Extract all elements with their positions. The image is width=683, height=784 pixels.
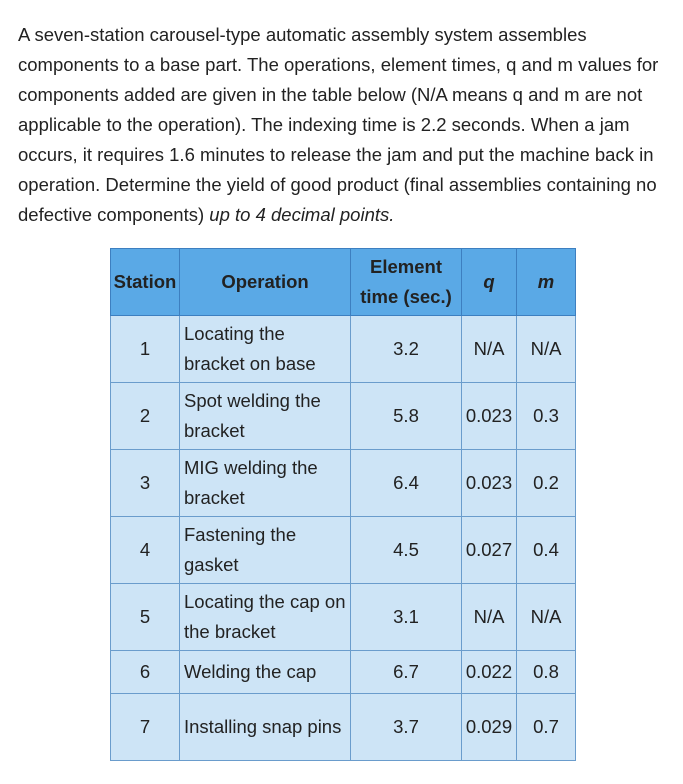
operation-cell: Locating the cap on the bracket: [180, 584, 351, 651]
m-cell: 0.7: [517, 694, 576, 761]
station-cell: 3: [111, 450, 180, 517]
table-row: [111, 584, 576, 651]
operation-cell: Spot welding the bracket: [180, 383, 351, 450]
operation-cell: Installing snap pins: [180, 694, 351, 761]
q-cell: 0.022: [462, 651, 517, 694]
m-cell: N/A: [517, 316, 576, 383]
table-row: [111, 450, 576, 517]
time-cell: 4.5: [351, 517, 462, 584]
m-cell: 0.8: [517, 651, 576, 694]
time-cell: 5.8: [351, 383, 462, 450]
station-cell: 4: [111, 517, 180, 584]
m-cell: 0.4: [517, 517, 576, 584]
operation-cell: Welding the cap: [180, 651, 351, 694]
station-cell: 5: [111, 584, 180, 651]
header-station: Station: [111, 249, 180, 316]
table-row: [111, 316, 576, 383]
header-element-time: Element time (sec.): [351, 249, 462, 316]
time-cell: 6.7: [351, 651, 462, 694]
time-cell: 3.1: [351, 584, 462, 651]
operation-cell: Locating the bracket on base: [180, 316, 351, 383]
header-m: m: [517, 249, 576, 316]
time-cell: 6.4: [351, 450, 462, 517]
time-cell: 3.7: [351, 694, 462, 761]
q-cell: 0.029: [462, 694, 517, 761]
table-header-row: [111, 249, 576, 316]
operation-cell: Fastening the gasket: [180, 517, 351, 584]
operation-cell: MIG welding the bracket: [180, 450, 351, 517]
operations-table-container: [110, 248, 576, 761]
m-cell: N/A: [517, 584, 576, 651]
problem-statement: [18, 20, 670, 230]
q-cell: N/A: [462, 316, 517, 383]
table-row: [111, 694, 576, 761]
q-cell: N/A: [462, 584, 517, 651]
problem-text: A seven-station carousel-type automatic assembly system assembles components to a base part. The operations, element times, q and m values for components added are given in the table below (N/A means q and m are not applicable to the operation). The indexing time is 2.2 seconds. When a jam occurs, it requires 1.6 minutes to release the jam and put the machine back in operation. Determine the yield of good product (final assemblies containing no defective components): [18, 24, 659, 225]
operations-table: [110, 248, 576, 761]
problem-emphasis: up to 4 decimal points.: [209, 204, 395, 225]
table-row: [111, 651, 576, 694]
time-cell: 3.2: [351, 316, 462, 383]
station-cell: 1: [111, 316, 180, 383]
m-cell: 0.2: [517, 450, 576, 517]
q-cell: 0.023: [462, 450, 517, 517]
table-row: [111, 383, 576, 450]
table-row: [111, 517, 576, 584]
header-q: q: [462, 249, 517, 316]
m-cell: 0.3: [517, 383, 576, 450]
station-cell: 2: [111, 383, 180, 450]
station-cell: 6: [111, 651, 180, 694]
q-cell: 0.023: [462, 383, 517, 450]
header-operation: Operation: [180, 249, 351, 316]
q-cell: 0.027: [462, 517, 517, 584]
station-cell: 7: [111, 694, 180, 761]
